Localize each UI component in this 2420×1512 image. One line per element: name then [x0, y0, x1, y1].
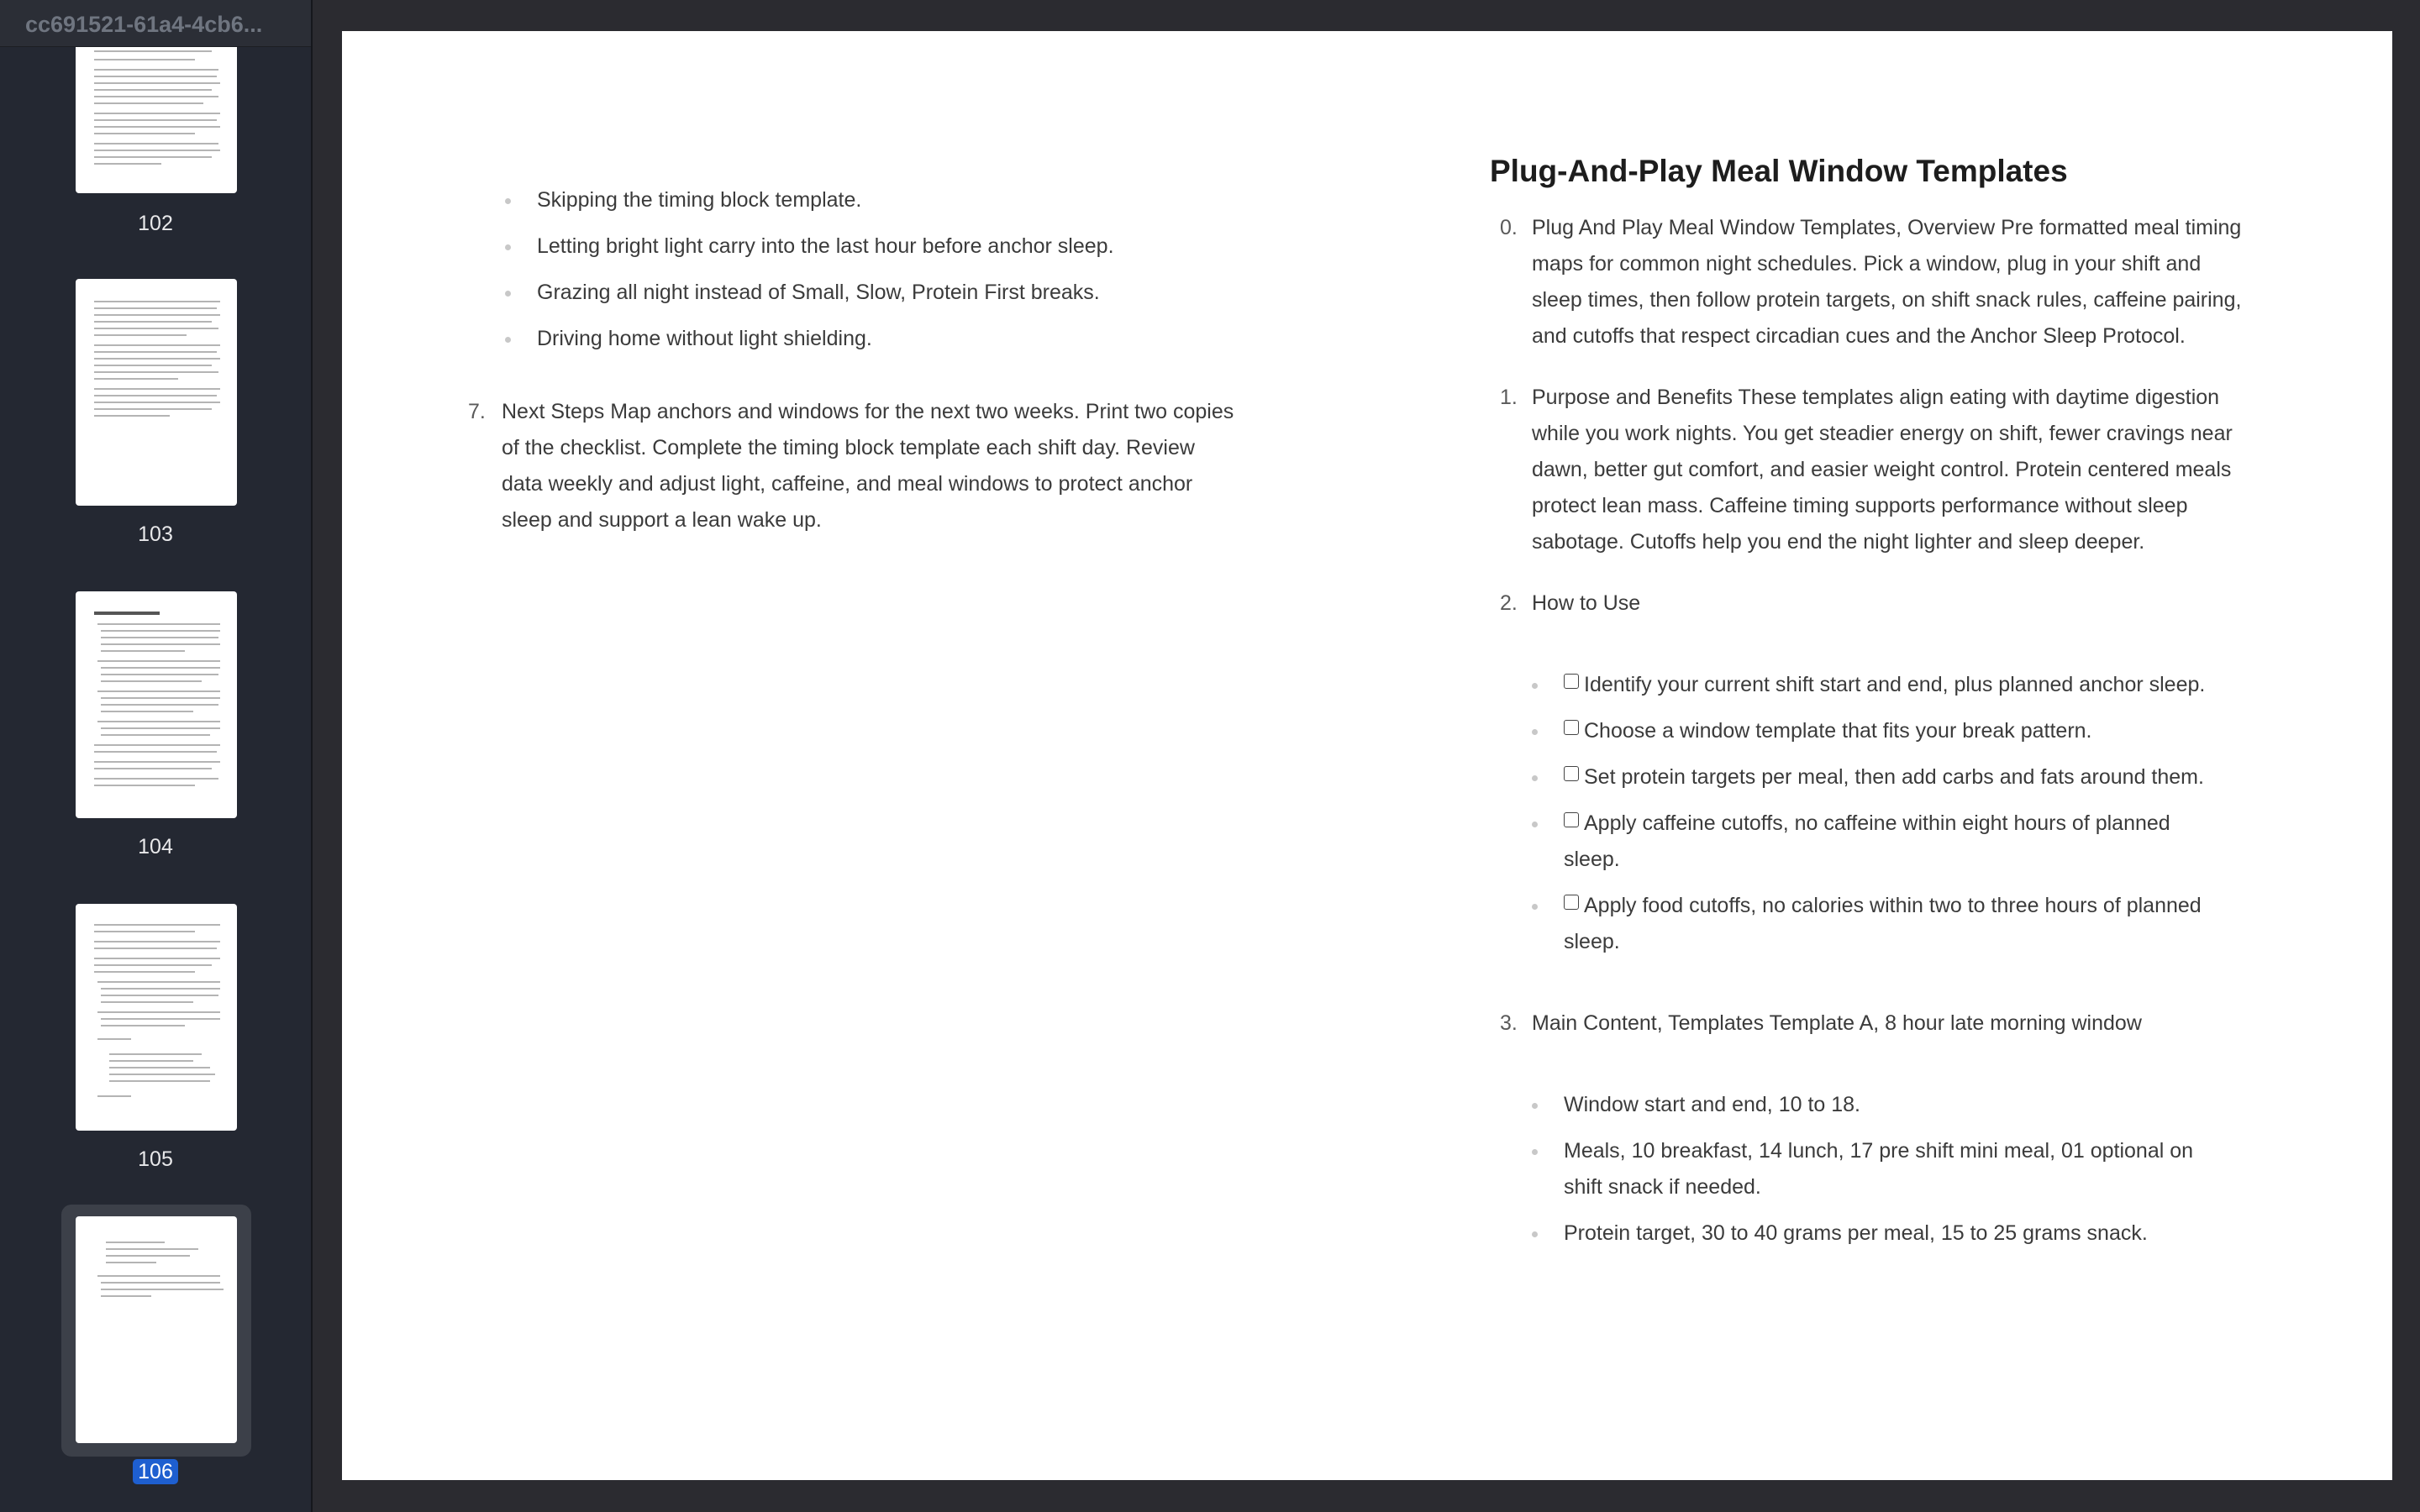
checklist-text: Apply food cutoffs, no calories within two to three hours of planned sleep. — [1564, 894, 2202, 953]
item-text: Purpose and Benefits These templates align eating with daytime digestion while you work nights. You get steadier energy on shift, fewer cravings near dawn, better gut comfort, and easier weight control. Protein centered meals protect lean mass. Caffeine timing supports performance without sleep sabotage. Cutoffs help you end the night lighter and sleep deeper. — [1532, 386, 2233, 554]
pitfalls-list — [498, 182, 1221, 357]
numbered-item-3 — [1490, 1005, 2246, 1042]
numbered-item-7 — [468, 394, 1241, 538]
item-number: 3. — [1500, 1011, 1518, 1035]
list-item: Letting bright light carry into the last hour before anchor sleep. — [498, 228, 1221, 265]
checklist-text: Identify your current shift start and end, plus planned anchor sleep. — [1584, 673, 2206, 696]
right-column — [1490, 151, 2296, 1262]
thumbnail-page[interactable] — [76, 279, 237, 506]
list-item: Grazing all night instead of Small, Slow, Protein First breaks. — [498, 275, 1221, 311]
list-item: Skipping the timing block template. — [498, 182, 1221, 218]
item-text: Next Steps Map anchors and windows for the next two weeks. Print two copies of the checklist. Complete the timing block template each shift day. Review data weekly and adjust light, caffeine, and meal windows to protect anchor sleep and support a lean wake up. — [502, 400, 1234, 532]
section-heading: Plug-And-Play Meal Window Templates — [1490, 154, 2068, 188]
checkbox-icon[interactable] — [1564, 895, 1579, 910]
thumbnail-label: 104 — [138, 835, 173, 858]
checklist-item — [1525, 667, 2231, 703]
thumbnail-label: 102 — [138, 212, 173, 235]
template-a-list — [1525, 1087, 2214, 1252]
checklist-item — [1525, 806, 2231, 878]
sidebar-header — [0, 0, 311, 47]
checkbox-icon[interactable] — [1564, 720, 1579, 735]
checklist-text: Set protein targets per meal, then add carbs and fats around them. — [1584, 765, 2204, 789]
thumbnail-label: 103 — [138, 522, 173, 546]
numbered-item-0 — [1490, 210, 2246, 354]
thumbnail-sidebar[interactable] — [0, 0, 313, 1512]
item-text: Plug And Play Meal Window Templates, Overview Pre formatted meal timing maps for common night schedules. Pick a window, plug in your shift and sleep times, then follow protein targets, on shift snack rules, caffeine pairing, and cutoffs that respect circadian cues and the Anchor Sleep Protocol. — [1532, 216, 2242, 348]
list-item: Driving home without light shielding. — [498, 321, 1221, 357]
item-number: 2. — [1500, 591, 1518, 615]
item-text: How to Use — [1532, 591, 1641, 615]
numbered-item-2 — [1490, 585, 2246, 622]
list-item: Meals, 10 breakfast, 14 lunch, 17 pre shift mini meal, 01 optional on shift snack if needed. — [1525, 1133, 2214, 1205]
thumbnail-page[interactable] — [76, 591, 237, 818]
item-number: 7. — [468, 400, 486, 423]
document-page — [342, 31, 2392, 1480]
checkbox-icon[interactable] — [1564, 812, 1579, 827]
checklist-text: Choose a window template that fits your break pattern. — [1584, 719, 2092, 743]
checklist-text: Apply caffeine cutoffs, no caffeine within eight hours of planned sleep. — [1564, 811, 2170, 871]
thumbnail-page[interactable] — [76, 904, 237, 1131]
checklist-item — [1525, 713, 2231, 749]
checkbox-icon[interactable] — [1564, 674, 1579, 689]
numbered-item-1 — [1490, 380, 2246, 560]
checklist-item — [1525, 888, 2231, 960]
item-number: 0. — [1500, 216, 1518, 239]
item-text: Main Content, Templates Template A, 8 hour late morning window — [1532, 1011, 2142, 1035]
left-column — [468, 182, 1594, 538]
list-item: Protein target, 30 to 40 grams per meal, 15 to 25 grams snack. — [1525, 1215, 2214, 1252]
item-number: 1. — [1500, 386, 1518, 409]
selected-page-badge: 106 — [133, 1459, 178, 1484]
checklist-item — [1525, 759, 2231, 795]
document-title: cc691521-61a4-4cb6... — [25, 12, 263, 37]
how-to-use-checklist — [1525, 667, 2231, 960]
thumbnail-label-selected — [0, 1460, 311, 1484]
checkbox-icon[interactable] — [1564, 766, 1579, 781]
list-item: Window start and end, 10 to 18. — [1525, 1087, 2214, 1123]
thumbnail-label: 105 — [138, 1147, 173, 1171]
thumbnail-page[interactable] — [76, 1216, 237, 1443]
